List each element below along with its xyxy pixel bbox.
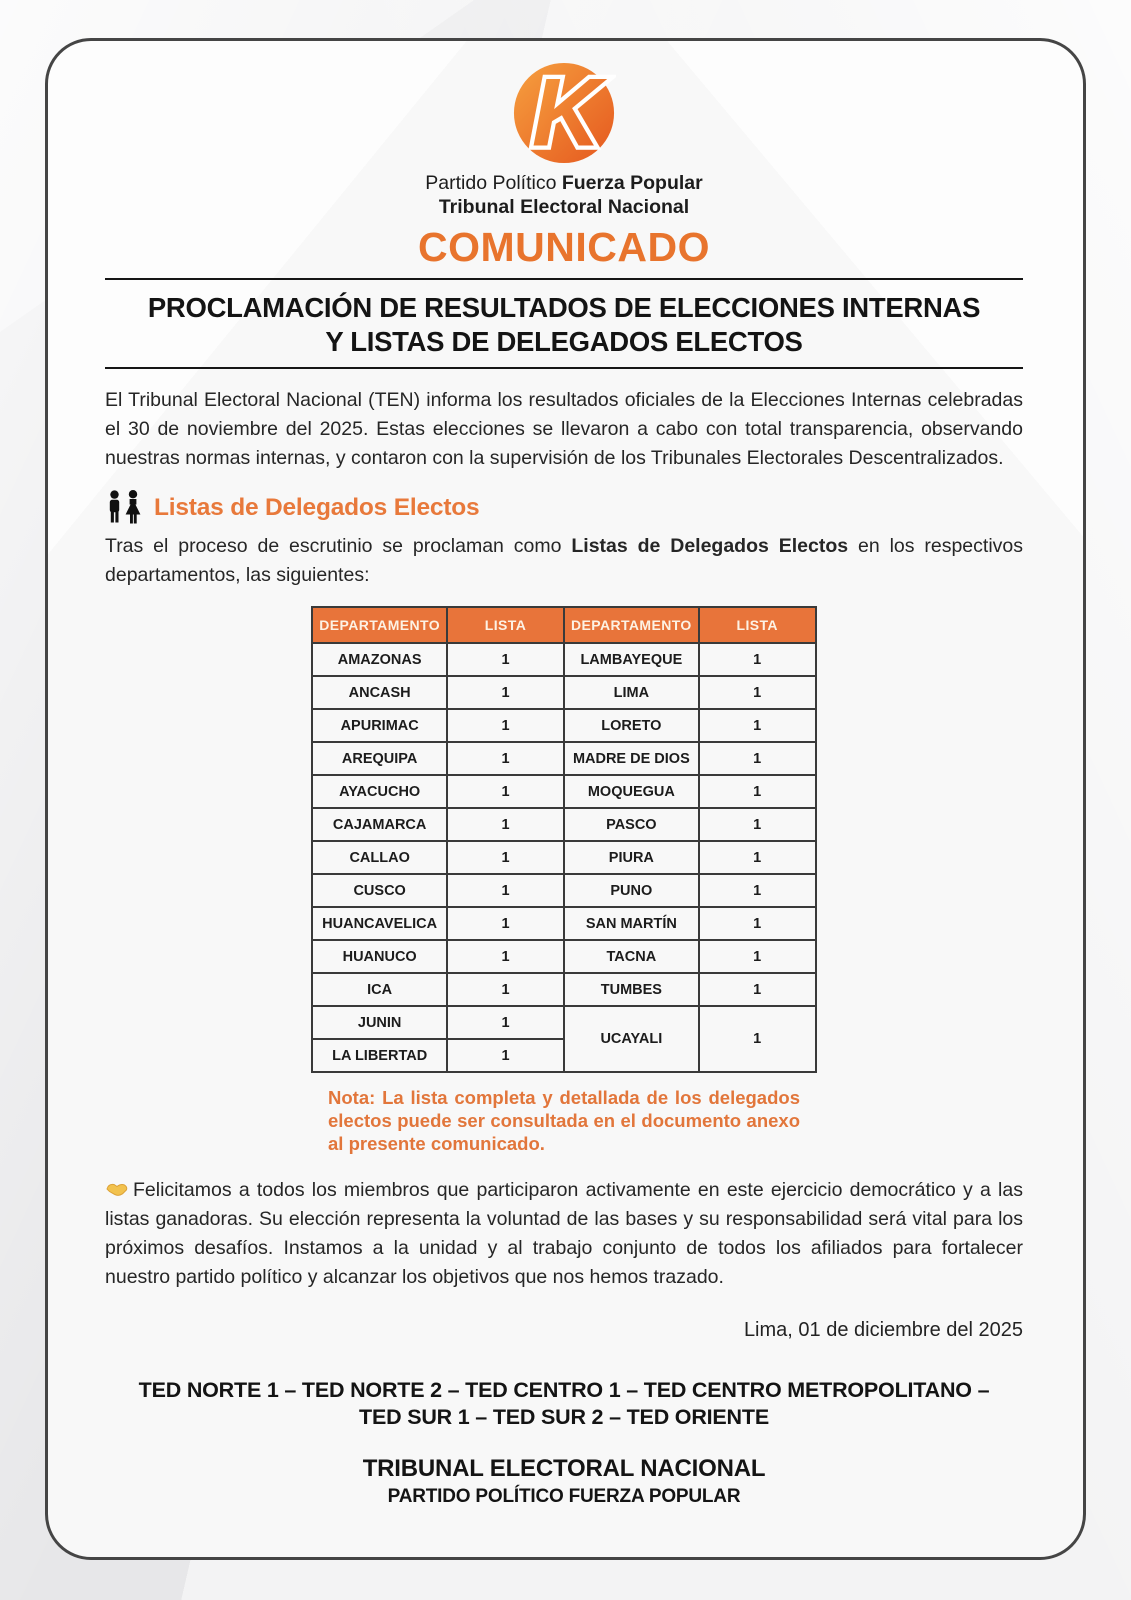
handshake-icon xyxy=(105,1180,129,1197)
dept-cell: TACNA xyxy=(564,940,699,973)
table-row xyxy=(312,973,815,1006)
lista-cell: 1 xyxy=(699,874,816,907)
table-row xyxy=(312,742,815,775)
lead-pre: Tras el proceso de escrutinio se proclaman como xyxy=(105,535,572,557)
dept-cell: AMAZONAS xyxy=(312,643,447,676)
table-header-cell: DEPARTAMENTO xyxy=(564,607,699,643)
dept-cell: JUNIN xyxy=(312,1006,447,1039)
dept-cell: ICA xyxy=(312,973,447,1006)
party-name xyxy=(105,172,1023,219)
table-row xyxy=(312,874,815,907)
svg-text:K: K xyxy=(531,61,602,165)
table-row xyxy=(312,643,815,676)
intro-paragraph: El Tribunal Electoral Nacional (TEN) informa los resultados oficiales de la Elecciones Internas celebradas el 30 de noviembre del 2025. Estas elecciones se llevaron a cabo con total transparencia, observando nuestras normas internas, y contaron con la supervisión de los Tribunales Electorales Descentralizados. xyxy=(105,389,1023,469)
party-logo xyxy=(105,61,1023,219)
lead-bold: Listas de Delegados Electos xyxy=(571,535,849,557)
lista-cell: 1 xyxy=(447,1039,564,1072)
lista-cell: 1 xyxy=(699,676,816,709)
lista-cell: 1 xyxy=(447,643,564,676)
dept-cell: SAN MARTÍN xyxy=(564,907,699,940)
lead-post: en los respectivos departamentos, las siguientes: xyxy=(105,535,1023,586)
table-row xyxy=(312,940,815,973)
lista-cell: 1 xyxy=(699,940,816,973)
lista-cell: 1 xyxy=(447,841,564,874)
communique-card xyxy=(45,38,1086,1560)
nota-text: Nota: La lista completa y detallada de los delegados electos puede ser consultada en el documento anexo al presente comunicado. xyxy=(328,1087,800,1154)
document-title-line2: Y LISTAS DE DELEGADOS ELECTOS xyxy=(325,326,803,357)
delegates-table xyxy=(311,606,816,1073)
dept-cell: LORETO xyxy=(564,709,699,742)
lista-cell: 1 xyxy=(447,940,564,973)
closing-text: Felicitamos a todos los miembros que participaron activamente en este ejercicio democrático y a las listas ganadoras. Su elección representa la voluntad de las bases y su responsabilidad será vital para los próximos desafíos. Instamos a la unidad y al trabajo conjunto de todos los afiliados para fortalecer nuestro partido político y alcanzar los objetivos que nos hemos trazado. xyxy=(105,1179,1023,1288)
dept-cell: AREQUIPA xyxy=(312,742,447,775)
table-row xyxy=(312,1006,815,1039)
table-header-cell: LISTA xyxy=(699,607,816,643)
lista-cell: 1 xyxy=(447,742,564,775)
dept-cell: CALLAO xyxy=(312,841,447,874)
dept-cell: HUANUCO xyxy=(312,940,447,973)
lista-cell: 1 xyxy=(447,808,564,841)
lista-cell: 1 xyxy=(447,973,564,1006)
table-row xyxy=(312,676,815,709)
lead-paragraph xyxy=(105,532,1023,590)
lista-cell: 1 xyxy=(699,1006,816,1072)
dept-cell: CAJAMARCA xyxy=(312,808,447,841)
communique-content xyxy=(48,41,1083,1508)
table-row xyxy=(312,907,815,940)
banner-title: COMUNICADO xyxy=(418,224,710,270)
dept-cell: LIMA xyxy=(564,676,699,709)
dept-cell: APURIMAC xyxy=(312,709,447,742)
party-name-bold: Fuerza Popular xyxy=(561,172,703,194)
lista-cell: 1 xyxy=(447,874,564,907)
document-title xyxy=(105,291,1023,359)
table-header-cell: LISTA xyxy=(447,607,564,643)
table-row xyxy=(312,841,815,874)
table-row xyxy=(312,709,815,742)
closing-paragraph xyxy=(105,1176,1023,1292)
section-heading xyxy=(105,490,1023,526)
dept-cell: PUNO xyxy=(564,874,699,907)
lista-cell: 1 xyxy=(699,709,816,742)
fuerza-popular-k-logo-icon xyxy=(512,61,616,165)
lista-cell: 1 xyxy=(447,907,564,940)
footer-tribunal: TRIBUNAL ELECTORAL NACIONAL xyxy=(362,1455,766,1482)
dept-cell: LA LIBERTAD xyxy=(312,1039,447,1072)
divider-bottom xyxy=(105,367,1023,369)
ted-line2: TED SUR 1 – TED SUR 2 – TED ORIENTE xyxy=(359,1405,769,1429)
people-icon xyxy=(105,490,145,526)
lista-cell: 1 xyxy=(699,907,816,940)
dept-cell: TUMBES xyxy=(564,973,699,1006)
dept-cell: ANCASH xyxy=(312,676,447,709)
table-row xyxy=(312,775,815,808)
lista-cell: 1 xyxy=(447,775,564,808)
dept-cell: HUANCAVELICA xyxy=(312,907,447,940)
section-title: Listas de Delegados Electos xyxy=(154,494,480,521)
dept-cell: MOQUEGUA xyxy=(564,775,699,808)
lista-cell: 1 xyxy=(699,841,816,874)
ted-line1: TED NORTE 1 – TED NORTE 2 – TED CENTRO 1 – TED CENTRO METROPOLITANO – xyxy=(138,1378,990,1402)
date-line: Lima, 01 de diciembre del 2025 xyxy=(743,1319,1023,1341)
lista-cell: 1 xyxy=(447,1006,564,1039)
lista-cell: 1 xyxy=(447,676,564,709)
tribunal-name: Tribunal Electoral Nacional xyxy=(438,195,690,218)
lista-cell: 1 xyxy=(699,742,816,775)
table-row xyxy=(312,808,815,841)
divider-top xyxy=(105,278,1023,280)
dept-cell: LAMBAYEQUE xyxy=(564,643,699,676)
lista-cell: 1 xyxy=(699,775,816,808)
table-header-cell: DEPARTAMENTO xyxy=(312,607,447,643)
party-name-prefix: Partido Político xyxy=(425,172,562,194)
footer-party: PARTIDO POLÍTICO FUERZA POPULAR xyxy=(387,1486,741,1507)
lista-cell: 1 xyxy=(699,643,816,676)
dept-cell: CUSCO xyxy=(312,874,447,907)
delegates-table-wrap xyxy=(105,606,1023,1073)
lista-cell: 1 xyxy=(699,973,816,1006)
lista-cell: 1 xyxy=(699,808,816,841)
lista-cell: 1 xyxy=(447,709,564,742)
dept-cell: AYACUCHO xyxy=(312,775,447,808)
dept-cell: UCAYALI xyxy=(564,1006,699,1072)
dept-cell: MADRE DE DIOS xyxy=(564,742,699,775)
document-title-line1: PROCLAMACIÓN DE RESULTADOS DE ELECCIONES INTERNAS xyxy=(147,292,981,323)
dept-cell: PASCO xyxy=(564,808,699,841)
ted-list xyxy=(105,1377,1023,1431)
dept-cell: PIURA xyxy=(564,841,699,874)
